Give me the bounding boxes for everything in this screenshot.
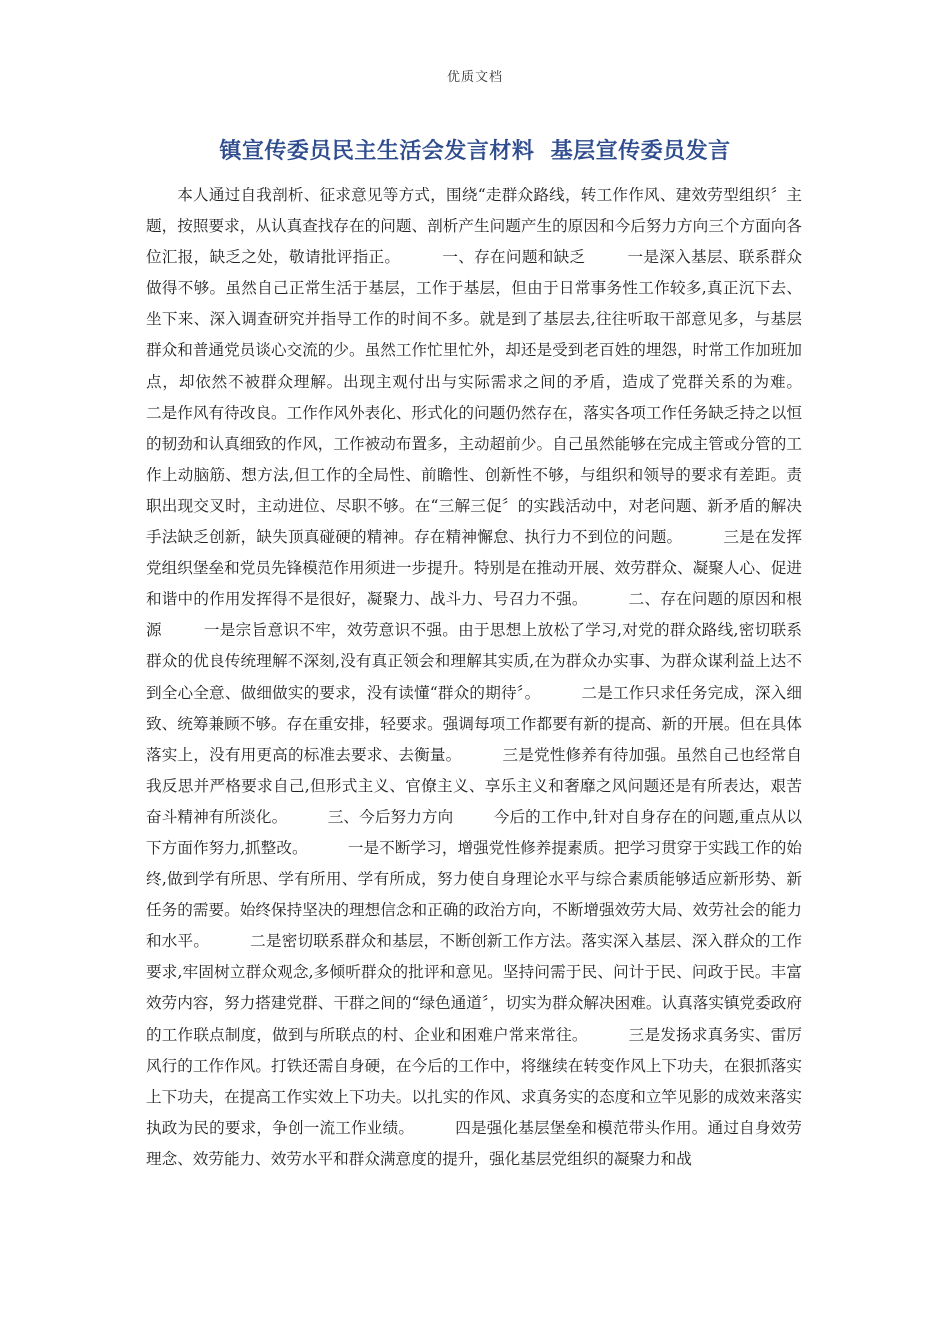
document-body: 本人通过自我剖析、征求意见等方式，围绕“走群众路线，转工作作风、建效劳型组织〞主题，按照要求，从认真查找存在的问题、剖析产生问题产生的原因和今后努力方向三个方面向各位汇报，缺乏之处，敬请批评指正。 一、存在问题和缺乏 一是深入基层、联系群众做得不够。虽然自己正常生活于基层，工作于基层，但由于日常事务性工作较多,真正沉下去、坐下来、深入调查研究并指导工作的时间不多。就是到了基层去,往往听取干部意见多，与基层群众和普通党员谈心交流的少。虽然工作忙里忙外，却还是受到老百姓的埋怨，时常工作加班加点，却依然不被群众理解。出现主观付出与实际需求之间的矛盾，造成了党群关系的为难。 二是作风有待改良。工作作风外表化、形式化的问题仍然存在，落实各项工作任务缺乏持之以恒的韧劲和认真细致的作风，工作被动布置多，主动超前少。自己虽然能够在完成主管或分管的工作上动脑筋、想方法,但工作的全局性、前瞻性、创新性不够，与组织和领导的要求有差距。责职出现交叉时，主动进位、尽职不够。在“三解三促〞的实践活动中，对老问题、新矛盾的解决手法缺乏创新，缺失顶真碰硬的精神。存在精神懈怠、执行力不到位的问题。 三是在发挥党组织堡垒和党员先锋模范作用须进一步提升。特别是在推动开展、效劳群众、凝聚人心、促进和谐中的作用发挥得不是很好，凝聚力、战斗力、号召力不强。 二、存在问题的原因和根源 一是宗旨意识不牢，效劳意识不强。由于思想上放松了学习,对党的群众路线,密切联系群众的优良传统理解不深刻,没有真正领会和理解其实质,在为群众办实事、为群众谋利益上达不到全心全意、做细做实的要求，没有读懂“群众的期待〞。 二是工作只求任务完成，深入细致、统筹兼顾不够。存在重安排，轻要求。强调每项工作都要有新的提高、新的开展。但在具体落实上，没有用更高的标准去要求、去衡量。 三是党性修养有待加强。虽然自己也经常自我反思并严格要求自己,但形式主义、官僚主义、享乐主义和奢靡之风问题还是有所表达，艰苦奋斗精神有所淡化。 三、今后努力方向 今后的工作中,针对自身存在的问题,重点从以下方面作努力,抓整改。 一是不断学习，增强党性修养提素质。把学习贯穿于实践工作的始终,做到学有所思、学有所用、学有所成，努力使自身理论水平与综合素质能够适应新形势、新任务的需要。始终保持坚决的理想信念和正确的政治方向，不断增强效劳大局、效劳社会的能力和水平。 二是密切联系群众和基层，不断创新工作方法。落实深入基层、深入群众的工作要求,牢固树立群众观念,多倾听群众的批评和意见。坚持问需于民、问计于民、问政于民。丰富效劳内容，努力搭建党群、干群之间的“绿色通道〞，切实为群众解决困难。认真落实镇党委政府的工作联点制度，做到与所联点的村、企业和困难户常来常往。 三是发扬求真务实、雷厉风行的工作作风。打铁还需自身硬，在今后的工作中，将继续在转变作风上下功夫，在狠抓落实上下功夫，在提高工作实效上下功夫。以扎实的作风、求真务实的态度和立竿见影的成效来落实执政为民的要求，争创一流工作业绩。 四是强化基层堡垒和模范带头作用。通过自身效劳理念、效劳能力、效劳水平和群众满意度的提升，强化基层党组织的凝聚力和战 xyxy=(146,186,842,1168)
header-label: 优质文档 xyxy=(446,70,503,85)
document-title: 镇宣传委员民主生活会发言材料 基层宣传委员发言 xyxy=(219,138,731,164)
